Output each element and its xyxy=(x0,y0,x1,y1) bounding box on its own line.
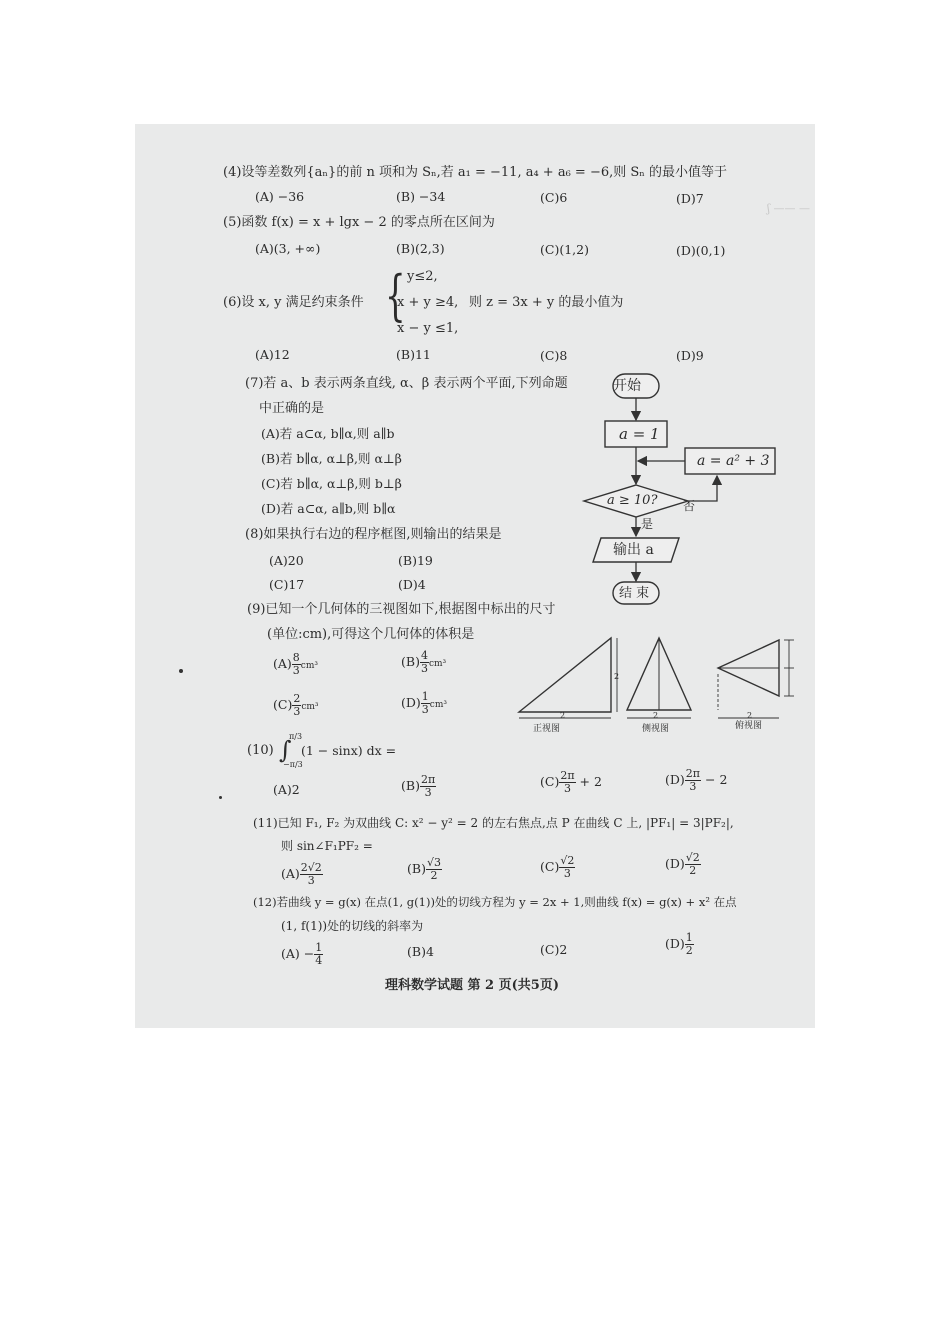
q10-option-c-tail: + 2 xyxy=(579,774,602,789)
q7-option-c: (C)若 b∥α, α⊥β,则 b⊥β xyxy=(261,476,402,491)
q10-option-b-denominator: 3 xyxy=(424,786,432,799)
q11-option-d xyxy=(665,852,701,877)
q4-stem: (4)设等差数列{aₙ}的前 n 项和为 Sₙ,若 a₁ = −11, a₄ + a₆ = −6,则 Sₙ 的最小值等于 xyxy=(223,165,728,180)
q9-option-b-unit: cm³ xyxy=(428,659,447,669)
flow-start-label: 开始 xyxy=(613,378,641,394)
q12-option-d-denominator: 2 xyxy=(685,944,693,957)
q10-option-b-numerator: 2π xyxy=(420,773,436,786)
q10-option-d-denominator: 3 xyxy=(689,780,697,793)
q6-constraint-3: x − y ≤1, xyxy=(397,321,459,336)
q8-option-a: (A)20 xyxy=(269,553,304,568)
q5-stem: (5)函数 f(x) = x + lgx − 2 的零点所在区间为 xyxy=(223,215,495,230)
side-view-caption: 侧视图 xyxy=(642,724,670,734)
q10-label: (10) xyxy=(247,743,274,758)
q11-option-c-denominator: 3 xyxy=(563,867,571,880)
q9-option-c-fraction xyxy=(292,693,301,718)
flow-init-label: a = 1 xyxy=(619,425,660,443)
front-view-width-dim: 2 xyxy=(560,711,566,720)
q11-option-b xyxy=(407,857,442,882)
q9-option-b-denominator: 3 xyxy=(420,662,428,675)
q4-option-a: (A) −36 xyxy=(255,189,305,204)
q12-option-d xyxy=(665,932,694,957)
q9-stem-line2: (单位:cm),可得这个几何体的体积是 xyxy=(267,627,475,642)
q8-option-b: (B)19 xyxy=(398,553,433,568)
q8-stem: (8)如果执行右边的程序框图,则输出的结果是 xyxy=(245,527,502,542)
flow-condition-label: a ≥ 10? xyxy=(607,493,658,508)
q11-option-d-denominator: 2 xyxy=(689,864,697,877)
q11-option-c xyxy=(540,855,575,880)
q11-option-d-numerator: √2 xyxy=(685,851,700,864)
q10-option-d-fraction xyxy=(685,768,701,793)
front-view-caption: 正视图 xyxy=(533,724,561,734)
constraint-brace: { xyxy=(385,264,406,327)
q9-option-d-fraction xyxy=(421,691,430,716)
page-footer: 理科数学试题 第 2 页(共5页) xyxy=(385,978,559,993)
q10-option-d xyxy=(665,768,727,793)
q7-stem-line2: 中正确的是 xyxy=(259,401,325,416)
q11-option-a xyxy=(281,862,323,887)
q11-option-d-fraction xyxy=(685,852,701,877)
q11-stem-line2: 则 sin∠F₁PF₂ = xyxy=(281,839,373,853)
flow-end-label: 结 束 xyxy=(619,586,650,601)
q12-option-d-fraction xyxy=(685,932,694,957)
q5-option-b: (B)(2,3) xyxy=(396,241,445,256)
q6-constraint-2: x + y ≥4, xyxy=(397,295,459,310)
q9-option-c-label: (C) xyxy=(273,697,293,712)
q12-option-d-numerator: 1 xyxy=(685,931,693,944)
top-view-caption: 俯视图 xyxy=(735,721,763,731)
q5-option-c: (C)(1,2) xyxy=(540,242,589,257)
q6-stem-suffix: 则 z = 3x + y 的最小值为 xyxy=(469,295,624,310)
q12-option-c: (C)2 xyxy=(540,942,568,957)
q12-stem-line1: (12)若曲线 y = g(x) 在点(1, g(1))处的切线方程为 y = 2x + 1,则曲线 f(x) = g(x) + x² 在点 xyxy=(253,895,737,909)
q11-option-c-fraction xyxy=(559,855,575,880)
q11-option-d-label: (D) xyxy=(665,856,685,871)
q10-option-b xyxy=(401,774,436,799)
q7-option-a: (A)若 a⊂α, b∥α,则 a∥b xyxy=(261,426,395,441)
q12-option-a xyxy=(281,942,323,967)
front-view-height-dim: 2 xyxy=(614,672,620,681)
q8-option-c: (C)17 xyxy=(269,577,305,592)
top-view xyxy=(718,640,794,718)
q11-option-b-label: (B) xyxy=(407,861,426,876)
q5-option-a: (A)(3, +∞) xyxy=(255,241,321,256)
q10-option-c-numerator: 2π xyxy=(560,769,575,782)
q9-option-d xyxy=(401,691,447,716)
bleed-through-mark: ʃ —— — xyxy=(767,202,810,215)
q12-option-b: (B)4 xyxy=(407,944,434,959)
q12-option-a-label: (A) − xyxy=(281,946,315,961)
q11-option-c-label: (C) xyxy=(540,859,560,874)
q4-option-d: (D)7 xyxy=(676,191,704,206)
q7-option-b: (B)若 b∥α, α⊥β,则 α⊥β xyxy=(261,451,402,466)
q9-stem-line1: (9)已知一个几何体的三视图如下,根据图中标出的尺寸 xyxy=(247,602,556,617)
q4-option-c: (C)6 xyxy=(540,190,568,205)
q8-option-d: (D)4 xyxy=(398,577,426,592)
q10-integral-sign: ∫ xyxy=(279,736,292,764)
q10-option-c-denominator: 3 xyxy=(563,782,571,795)
front-view xyxy=(519,638,620,718)
flow-no-label: 否 xyxy=(683,499,696,513)
q11-option-a-fraction xyxy=(300,862,323,887)
q10-option-c-label: (C) xyxy=(540,774,560,789)
q10-option-d-label: (D) xyxy=(665,772,685,787)
q9-option-d-unit: cm³ xyxy=(429,700,447,710)
q4-option-b: (B) −34 xyxy=(396,189,446,204)
scan-dot xyxy=(219,796,222,799)
q9-option-b-label: (B) xyxy=(401,654,420,669)
q12-option-a-numerator: 1 xyxy=(315,941,323,954)
q11-option-a-label: (A) xyxy=(281,866,300,881)
q11-option-a-numerator: 2√2 xyxy=(300,861,322,874)
q11-option-c-numerator: √2 xyxy=(560,854,575,867)
q6-stem-prefix: (6)设 x, y 满足约束条件 xyxy=(223,295,364,310)
q6-option-c: (C)8 xyxy=(540,348,568,363)
q5-option-d: (D)(0,1) xyxy=(676,243,726,258)
q9-option-a-label: (A) xyxy=(273,656,292,671)
q9-option-b xyxy=(401,650,446,675)
scan-dot xyxy=(179,669,183,673)
side-view xyxy=(627,638,691,718)
q9-option-a-fraction xyxy=(292,652,301,677)
q9-option-a xyxy=(273,652,318,677)
q10-integrand: (1 − sinx) dx = xyxy=(301,743,397,758)
q9-option-c xyxy=(273,693,319,718)
top-view-width-dim: 2 xyxy=(747,711,753,720)
q10-lower-limit: −π/3 xyxy=(283,760,303,769)
flow-yes-label: 是 xyxy=(641,517,654,531)
q11-option-a-denominator: 3 xyxy=(307,874,315,887)
q12-option-a-fraction xyxy=(314,942,323,967)
flow-output-label: 输出 a xyxy=(613,542,654,558)
exam-page xyxy=(135,124,815,1028)
q11-option-b-fraction xyxy=(426,857,442,882)
q6-constraint-1: y≤2, xyxy=(407,269,438,284)
q9-option-d-denominator: 3 xyxy=(421,703,429,716)
q6-option-a: (A)12 xyxy=(255,347,290,362)
q10-option-a: (A)2 xyxy=(273,782,300,797)
side-view-width-dim: 2 xyxy=(653,711,659,720)
q7-stem-line1: (7)若 a、b 表示两条直线, α、β 表示两个平面,下列命题 xyxy=(245,376,568,391)
q10-option-d-numerator: 2π xyxy=(685,767,701,780)
q7-option-d: (D)若 a⊂α, a∥b,则 b∥α xyxy=(261,501,396,516)
q9-option-b-numerator: 4 xyxy=(420,649,428,662)
q9-option-d-label: (D) xyxy=(401,695,421,710)
q10-option-c-fraction xyxy=(559,770,575,795)
q9-option-c-unit: cm³ xyxy=(301,702,319,712)
three-views-figure xyxy=(513,632,813,724)
q12-option-d-label: (D) xyxy=(665,936,685,951)
q10-option-c xyxy=(540,770,602,795)
q12-option-a-denominator: 4 xyxy=(315,954,323,967)
q6-option-d: (D)9 xyxy=(676,348,704,363)
q10-option-b-fraction xyxy=(420,774,436,799)
q9-option-b-fraction xyxy=(420,650,429,675)
flowchart xyxy=(575,368,795,608)
q10-option-d-tail: − 2 xyxy=(705,772,728,787)
q12-stem-line2: (1, f(1))处的切线的斜率为 xyxy=(281,919,424,933)
flow-update-label: a = a² + 3 xyxy=(697,453,770,469)
q9-option-a-numerator: 8 xyxy=(292,651,300,664)
q10-upper-limit: π/3 xyxy=(289,732,303,741)
q9-option-d-numerator: 1 xyxy=(421,690,429,703)
q11-stem-line1: (11)已知 F₁, F₂ 为双曲线 C: x² − y² = 2 的左右焦点,点 P 在曲线 C 上, |PF₁| = 3|PF₂|, xyxy=(253,816,734,830)
q9-option-a-unit: cm³ xyxy=(300,661,318,671)
q6-option-b: (B)11 xyxy=(396,347,431,362)
q11-option-b-numerator: √3 xyxy=(426,856,441,869)
q9-option-c-denominator: 3 xyxy=(293,705,301,718)
q10-option-b-label: (B) xyxy=(401,778,420,793)
q11-option-b-denominator: 2 xyxy=(430,869,438,882)
q9-option-c-numerator: 2 xyxy=(293,692,301,705)
q9-option-a-denominator: 3 xyxy=(292,664,300,677)
